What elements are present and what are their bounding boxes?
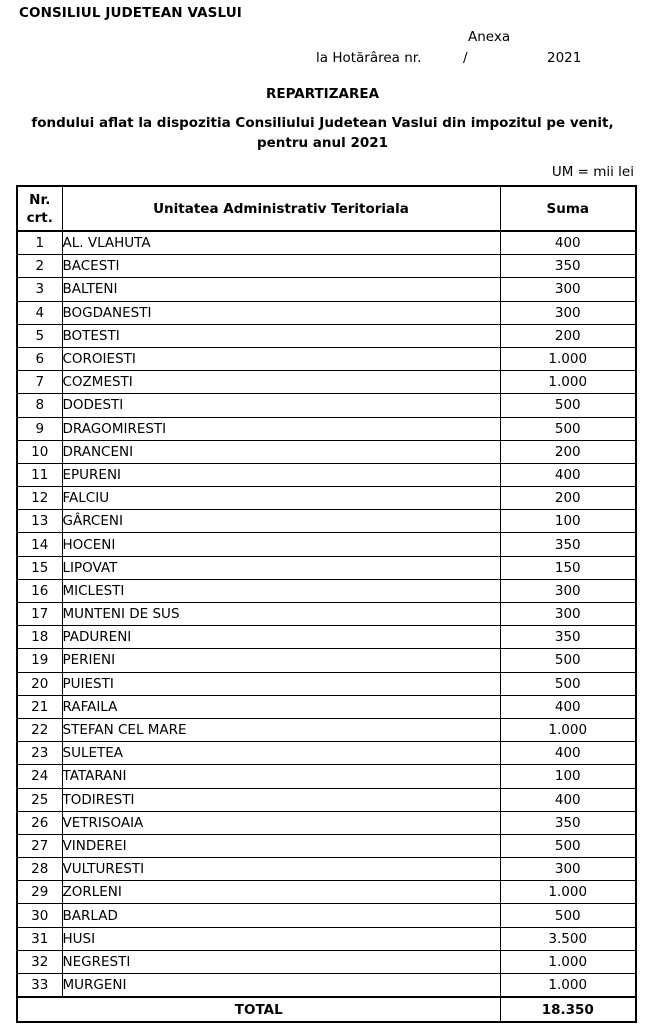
- row-number: 26: [17, 811, 62, 834]
- row-amount: 100: [500, 510, 636, 533]
- table-row: [17, 301, 636, 324]
- table-row: [17, 672, 636, 695]
- row-amount: 400: [500, 231, 636, 255]
- unit-name: BOGDANESTI: [62, 301, 500, 324]
- row-number: 11: [17, 463, 62, 486]
- unit-name: DODESTI: [62, 394, 500, 417]
- row-number: 33: [17, 974, 62, 998]
- unit-note: UM = mii lei: [551, 164, 634, 180]
- row-number: 4: [17, 301, 62, 324]
- row-number: 20: [17, 672, 62, 695]
- unit-name: GÂRCENI: [62, 510, 500, 533]
- unit-name: TATARANI: [62, 765, 500, 788]
- table-row: [17, 881, 636, 904]
- table-row: [17, 487, 636, 510]
- row-amount: 1.000: [500, 718, 636, 741]
- row-number: 25: [17, 788, 62, 811]
- unit-name: HOCENI: [62, 533, 500, 556]
- row-amount: 100: [500, 765, 636, 788]
- row-number: 2: [17, 255, 62, 278]
- row-amount: 1.000: [500, 881, 636, 904]
- row-amount: 500: [500, 904, 636, 927]
- row-number: 15: [17, 556, 62, 579]
- unit-name: PADURENI: [62, 626, 500, 649]
- row-amount: 1.000: [500, 371, 636, 394]
- row-number: 24: [17, 765, 62, 788]
- table-row: [17, 950, 636, 973]
- table-row: [17, 278, 636, 301]
- unit-name: PERIENI: [62, 649, 500, 672]
- table-row: [17, 556, 636, 579]
- table-row: [17, 649, 636, 672]
- row-number: 21: [17, 695, 62, 718]
- row-number: 18: [17, 626, 62, 649]
- table-row: [17, 742, 636, 765]
- subtitle-line-1: fondului aflat la dispozitia Consiliului Judetean Vaslui din impozitul pe venit,: [31, 115, 614, 131]
- table-row: [17, 324, 636, 347]
- unit-name: DRAGOMIRESTI: [62, 417, 500, 440]
- table-row: [17, 858, 636, 881]
- row-number: 22: [17, 718, 62, 741]
- row-amount: 350: [500, 811, 636, 834]
- table-row: [17, 904, 636, 927]
- table-row: [17, 974, 636, 998]
- row-amount: 150: [500, 556, 636, 579]
- row-amount: 500: [500, 417, 636, 440]
- row-amount: 300: [500, 858, 636, 881]
- table-body: [17, 231, 636, 997]
- unit-name: DRANCENI: [62, 440, 500, 463]
- unit-name: BOTESTI: [62, 324, 500, 347]
- row-amount: 3.500: [500, 927, 636, 950]
- table-row: [17, 417, 636, 440]
- row-number: 5: [17, 324, 62, 347]
- row-amount: 300: [500, 579, 636, 602]
- table-row: [17, 626, 636, 649]
- row-amount: 350: [500, 255, 636, 278]
- decision-label: la Hotărârea nr.: [316, 50, 422, 66]
- table-header: [17, 186, 636, 231]
- table-footer: [17, 997, 636, 1022]
- table-row: [17, 695, 636, 718]
- row-number: 7: [17, 371, 62, 394]
- row-number: 28: [17, 858, 62, 881]
- row-number: 23: [17, 742, 62, 765]
- column-header-unit: Unitatea Administrativ Teritoriala: [62, 186, 500, 231]
- unit-name: VULTURESTI: [62, 858, 500, 881]
- allocation-table: [16, 185, 637, 1023]
- row-amount: 400: [500, 695, 636, 718]
- unit-name: MURGENI: [62, 974, 500, 998]
- document-title: REPARTIZAREA: [265, 86, 380, 102]
- table-row: [17, 231, 636, 255]
- row-amount: 200: [500, 440, 636, 463]
- unit-name: RAFAILA: [62, 695, 500, 718]
- row-amount: 400: [500, 788, 636, 811]
- unit-name: COZMESTI: [62, 371, 500, 394]
- subtitle-line-2: pentru anul 2021: [256, 135, 389, 151]
- row-number: 16: [17, 579, 62, 602]
- unit-name: VETRISOAIA: [62, 811, 500, 834]
- unit-name: STEFAN CEL MARE: [62, 718, 500, 741]
- total-label: TOTAL: [17, 997, 500, 1022]
- row-number: 17: [17, 603, 62, 626]
- column-header-nr-line-2: crt.: [26, 209, 53, 226]
- column-header-amount: Suma: [500, 186, 636, 231]
- table-row: [17, 347, 636, 370]
- column-header-nr: [17, 186, 62, 231]
- unit-name: ZORLENI: [62, 881, 500, 904]
- total-row: [17, 997, 636, 1022]
- row-amount: 350: [500, 626, 636, 649]
- unit-name: TODIRESTI: [62, 788, 500, 811]
- unit-name: BARLAD: [62, 904, 500, 927]
- row-number: 1: [17, 231, 62, 255]
- unit-name: VINDEREI: [62, 834, 500, 857]
- row-amount: 300: [500, 603, 636, 626]
- unit-name: HUSI: [62, 927, 500, 950]
- unit-name: MICLESTI: [62, 579, 500, 602]
- unit-name: COROIESTI: [62, 347, 500, 370]
- document-subtitle: [0, 113, 645, 153]
- row-number: 13: [17, 510, 62, 533]
- row-number: 3: [17, 278, 62, 301]
- row-number: 19: [17, 649, 62, 672]
- row-number: 10: [17, 440, 62, 463]
- row-amount: 1.000: [500, 950, 636, 973]
- decision-number-separator: /: [463, 50, 468, 66]
- row-number: 6: [17, 347, 62, 370]
- row-number: 30: [17, 904, 62, 927]
- table-row: [17, 834, 636, 857]
- unit-name: AL. VLAHUTA: [62, 231, 500, 255]
- table-row: [17, 533, 636, 556]
- table-row: [17, 394, 636, 417]
- table-row: [17, 927, 636, 950]
- unit-name: EPURENI: [62, 463, 500, 486]
- table-row: [17, 440, 636, 463]
- organization-name: CONSILIUL JUDETEAN VASLUI: [19, 5, 242, 21]
- row-amount: 200: [500, 324, 636, 347]
- row-amount: 350: [500, 533, 636, 556]
- row-amount: 200: [500, 487, 636, 510]
- row-number: 29: [17, 881, 62, 904]
- row-number: 12: [17, 487, 62, 510]
- unit-name: SULETEA: [62, 742, 500, 765]
- row-amount: 1.000: [500, 347, 636, 370]
- row-amount: 300: [500, 301, 636, 324]
- table-row: [17, 255, 636, 278]
- row-amount: 500: [500, 649, 636, 672]
- row-amount: 400: [500, 463, 636, 486]
- row-amount: 300: [500, 278, 636, 301]
- table-row: [17, 371, 636, 394]
- unit-name: BALTENI: [62, 278, 500, 301]
- table-row: [17, 718, 636, 741]
- row-number: 14: [17, 533, 62, 556]
- table-row: [17, 463, 636, 486]
- total-value: 18.350: [500, 997, 636, 1022]
- row-number: 31: [17, 927, 62, 950]
- row-amount: 500: [500, 834, 636, 857]
- unit-name: BACESTI: [62, 255, 500, 278]
- row-number: 9: [17, 417, 62, 440]
- table-row: [17, 579, 636, 602]
- table-row: [17, 811, 636, 834]
- table-row: [17, 603, 636, 626]
- table-row: [17, 765, 636, 788]
- row-amount: 500: [500, 394, 636, 417]
- unit-name: LIPOVAT: [62, 556, 500, 579]
- column-header-nr-line-1: Nr.: [29, 191, 51, 208]
- unit-name: NEGRESTI: [62, 950, 500, 973]
- annex-label: Anexa: [468, 29, 511, 45]
- row-number: 27: [17, 834, 62, 857]
- header-row: [17, 186, 636, 231]
- row-amount: 400: [500, 742, 636, 765]
- unit-name: PUIESTI: [62, 672, 500, 695]
- unit-name: FALCIU: [62, 487, 500, 510]
- row-number: 8: [17, 394, 62, 417]
- row-amount: 500: [500, 672, 636, 695]
- row-number: 32: [17, 950, 62, 973]
- unit-name: MUNTENI DE SUS: [62, 603, 500, 626]
- table-row: [17, 510, 636, 533]
- decision-year: 2021: [547, 50, 582, 66]
- row-amount: 1.000: [500, 974, 636, 998]
- table-row: [17, 788, 636, 811]
